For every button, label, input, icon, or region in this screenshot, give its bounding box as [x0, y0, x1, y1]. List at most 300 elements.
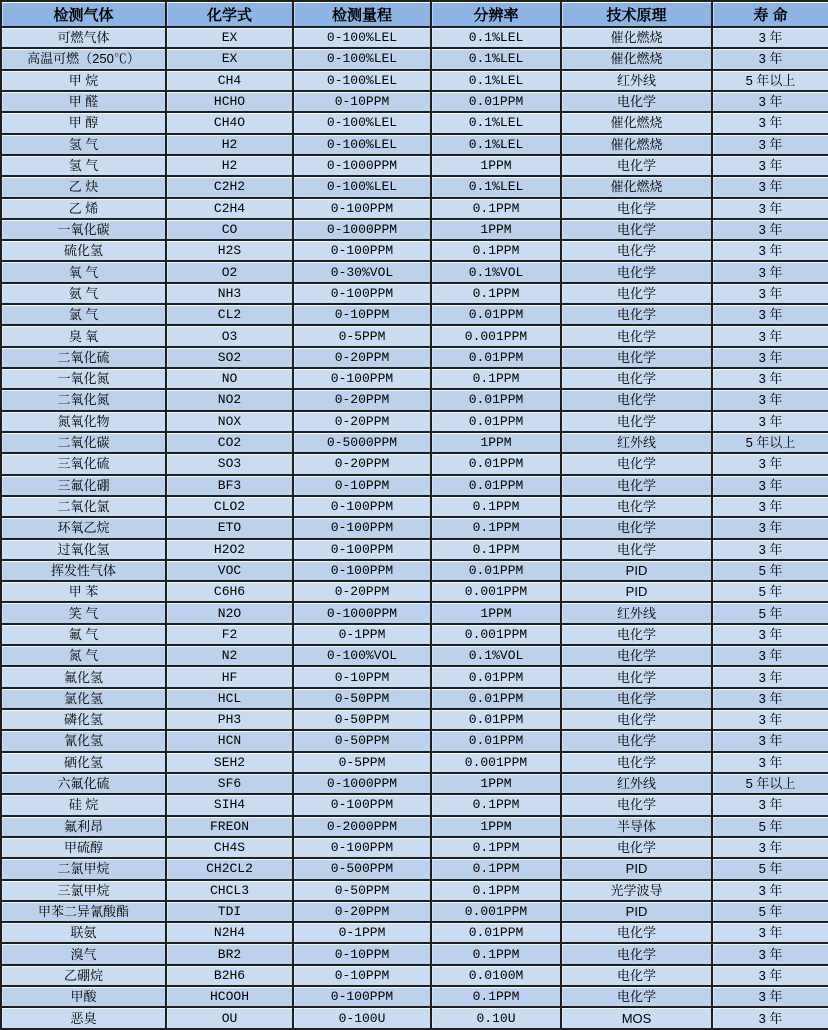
cell-range: 0-50PPM: [293, 880, 431, 901]
cell-resolution: 0.01PPM: [431, 389, 561, 410]
cell-range: 0-20PPM: [293, 453, 431, 474]
cell-gas-name: 氟化氢: [1, 666, 166, 687]
cell-gas-name: 六氟化硫: [1, 773, 166, 794]
cell-formula: CH2CL2: [166, 858, 293, 879]
cell-range: 0-10PPM: [293, 965, 431, 986]
cell-lifespan: 3 年: [712, 240, 828, 261]
cell-resolution: 0.001PPM: [431, 901, 561, 922]
cell-principle: PID: [561, 901, 712, 922]
table-row: [1, 837, 828, 858]
cell-gas-name: 三氟化硼: [1, 475, 166, 496]
cell-principle: MOS: [561, 1007, 712, 1029]
cell-resolution: 0.1PPM: [431, 283, 561, 304]
cell-gas-name: 挥发性气体: [1, 560, 166, 581]
cell-principle: 催化燃烧: [561, 176, 712, 197]
cell-gas-name: 氢 气: [1, 134, 166, 155]
cell-gas-name: 高温可燃（250℃）: [1, 48, 166, 69]
cell-formula: HCN: [166, 730, 293, 751]
cell-resolution: 0.1%LEL: [431, 48, 561, 69]
cell-range: 0-20PPM: [293, 581, 431, 602]
cell-formula: HF: [166, 666, 293, 687]
table-row: [1, 155, 828, 176]
cell-principle: 电化学: [561, 155, 712, 176]
cell-lifespan: 3 年: [712, 155, 828, 176]
cell-lifespan: 3 年: [712, 134, 828, 155]
cell-formula: B2H6: [166, 965, 293, 986]
cell-range: 0-50PPM: [293, 730, 431, 751]
cell-lifespan: 3 年: [712, 112, 828, 133]
cell-lifespan: 3 年: [712, 176, 828, 197]
cell-principle: 半导体: [561, 816, 712, 837]
cell-principle: 电化学: [561, 411, 712, 432]
cell-lifespan: 3 年: [712, 368, 828, 389]
cell-formula: BR2: [166, 943, 293, 964]
table-body: [1, 27, 828, 1029]
cell-formula: H2S: [166, 240, 293, 261]
cell-principle: 电化学: [561, 283, 712, 304]
cell-range: 0-1000PPM: [293, 155, 431, 176]
header-row: [1, 1, 828, 27]
cell-resolution: 0.1%LEL: [431, 112, 561, 133]
cell-lifespan: 3 年: [712, 794, 828, 815]
cell-range: 0-100%LEL: [293, 176, 431, 197]
cell-lifespan: 3 年: [712, 837, 828, 858]
cell-formula: NH3: [166, 283, 293, 304]
table-row: [1, 48, 828, 69]
cell-principle: 红外线: [561, 773, 712, 794]
cell-principle: 电化学: [561, 624, 712, 645]
cell-formula: H2: [166, 134, 293, 155]
cell-gas-name: 三氯甲烷: [1, 880, 166, 901]
cell-principle: 电化学: [561, 325, 712, 346]
cell-formula: SIH4: [166, 794, 293, 815]
cell-resolution: 0.1PPM: [431, 240, 561, 261]
cell-range: 0-5PPM: [293, 752, 431, 773]
cell-lifespan: 3 年: [712, 283, 828, 304]
cell-formula: ETO: [166, 517, 293, 538]
cell-principle: 电化学: [561, 794, 712, 815]
cell-resolution: 1PPM: [431, 602, 561, 623]
cell-lifespan: 5 年: [712, 602, 828, 623]
cell-principle: 电化学: [561, 453, 712, 474]
cell-lifespan: 3 年: [712, 91, 828, 112]
cell-lifespan: 3 年: [712, 198, 828, 219]
cell-formula: TDI: [166, 901, 293, 922]
cell-formula: C2H2: [166, 176, 293, 197]
table-row: [1, 91, 828, 112]
cell-principle: 电化学: [561, 752, 712, 773]
cell-principle: 催化燃烧: [561, 48, 712, 69]
cell-lifespan: 3 年: [712, 709, 828, 730]
cell-range: 0-100U: [293, 1007, 431, 1029]
cell-lifespan: 3 年: [712, 304, 828, 325]
cell-lifespan: 5 年: [712, 816, 828, 837]
cell-range: 0-5PPM: [293, 325, 431, 346]
cell-lifespan: 3 年: [712, 261, 828, 282]
cell-gas-name: 硫化氢: [1, 240, 166, 261]
table-row: [1, 432, 828, 453]
cell-principle: PID: [561, 560, 712, 581]
cell-resolution: 0.1PPM: [431, 880, 561, 901]
cell-gas-name: 硅 烷: [1, 794, 166, 815]
cell-formula: NO2: [166, 389, 293, 410]
cell-gas-name: 二氧化碳: [1, 432, 166, 453]
cell-range: 0-100PPM: [293, 240, 431, 261]
cell-resolution: 0.1PPM: [431, 517, 561, 538]
table-row: [1, 261, 828, 282]
cell-lifespan: 5 年以上: [712, 773, 828, 794]
table-row: [1, 560, 828, 581]
cell-range: 0-100PPM: [293, 539, 431, 560]
cell-principle: 电化学: [561, 304, 712, 325]
table-row: [1, 730, 828, 751]
cell-lifespan: 3 年: [712, 645, 828, 666]
table-row: [1, 134, 828, 155]
cell-principle: 催化燃烧: [561, 112, 712, 133]
cell-range: 0-20PPM: [293, 901, 431, 922]
cell-gas-name: 甲硫醇: [1, 837, 166, 858]
cell-principle: 电化学: [561, 730, 712, 751]
cell-principle: 红外线: [561, 70, 712, 91]
cell-principle: 电化学: [561, 368, 712, 389]
cell-resolution: 0.1PPM: [431, 858, 561, 879]
cell-gas-name: 乙 烯: [1, 198, 166, 219]
cell-range: 0-2000PPM: [293, 816, 431, 837]
table-row: [1, 581, 828, 602]
cell-principle: 电化学: [561, 645, 712, 666]
cell-range: 0-30%VOL: [293, 261, 431, 282]
cell-principle: 催化燃烧: [561, 134, 712, 155]
cell-gas-name: 一氧化碳: [1, 219, 166, 240]
cell-resolution: 0.01PPM: [431, 411, 561, 432]
cell-formula: SEH2: [166, 752, 293, 773]
table-row: [1, 539, 828, 560]
cell-range: 0-20PPM: [293, 411, 431, 432]
cell-principle: 电化学: [561, 240, 712, 261]
cell-range: 0-1PPM: [293, 624, 431, 645]
cell-formula: HCHO: [166, 91, 293, 112]
table-header: [1, 1, 828, 27]
cell-lifespan: 3 年: [712, 965, 828, 986]
cell-range: 0-50PPM: [293, 709, 431, 730]
cell-formula: PH3: [166, 709, 293, 730]
cell-range: 0-1000PPM: [293, 219, 431, 240]
cell-lifespan: 3 年: [712, 475, 828, 496]
cell-resolution: 0.1PPM: [431, 986, 561, 1007]
table-row: [1, 602, 828, 623]
table-row: [1, 688, 828, 709]
table-row: [1, 773, 828, 794]
cell-principle: 电化学: [561, 688, 712, 709]
table-row: [1, 794, 828, 815]
header-cell-formula: 化学式: [166, 1, 293, 27]
cell-lifespan: 5 年: [712, 560, 828, 581]
table-row: [1, 176, 828, 197]
cell-resolution: 0.1PPM: [431, 943, 561, 964]
cell-formula: N2O: [166, 602, 293, 623]
cell-range: 0-5000PPM: [293, 432, 431, 453]
cell-range: 0-100PPM: [293, 986, 431, 1007]
cell-resolution: 0.01PPM: [431, 347, 561, 368]
cell-resolution: 0.01PPM: [431, 475, 561, 496]
cell-gas-name: 恶臭: [1, 1007, 166, 1029]
cell-resolution: 0.001PPM: [431, 752, 561, 773]
cell-principle: 电化学: [561, 219, 712, 240]
cell-principle: 电化学: [561, 389, 712, 410]
cell-gas-name: 氰化氢: [1, 730, 166, 751]
cell-principle: 电化学: [561, 965, 712, 986]
cell-resolution: 0.001PPM: [431, 624, 561, 645]
cell-lifespan: 5 年: [712, 858, 828, 879]
table-row: [1, 219, 828, 240]
table-row: [1, 411, 828, 432]
cell-range: 0-100%LEL: [293, 134, 431, 155]
cell-resolution: 0.1PPM: [431, 539, 561, 560]
cell-lifespan: 3 年: [712, 752, 828, 773]
cell-resolution: 0.01PPM: [431, 453, 561, 474]
cell-range: 0-10PPM: [293, 943, 431, 964]
table-row: [1, 986, 828, 1007]
cell-range: 0-10PPM: [293, 304, 431, 325]
cell-gas-name: 臭 氧: [1, 325, 166, 346]
cell-formula: CHCL3: [166, 880, 293, 901]
cell-lifespan: 3 年: [712, 666, 828, 687]
table-row: [1, 858, 828, 879]
cell-principle: 电化学: [561, 198, 712, 219]
table-row: [1, 304, 828, 325]
cell-gas-name: 氯 气: [1, 304, 166, 325]
cell-resolution: 0.001PPM: [431, 581, 561, 602]
cell-gas-name: 溴气: [1, 943, 166, 964]
cell-range: 0-100%LEL: [293, 48, 431, 69]
cell-resolution: 0.1%VOL: [431, 645, 561, 666]
cell-lifespan: 3 年: [712, 880, 828, 901]
cell-resolution: 0.1%LEL: [431, 134, 561, 155]
cell-formula: SO2: [166, 347, 293, 368]
table-row: [1, 1007, 828, 1029]
cell-lifespan: 3 年: [712, 1007, 828, 1029]
cell-resolution: 0.01PPM: [431, 709, 561, 730]
cell-formula: NO: [166, 368, 293, 389]
cell-lifespan: 3 年: [712, 943, 828, 964]
cell-gas-name: 氮氧化物: [1, 411, 166, 432]
cell-range: 0-100PPM: [293, 368, 431, 389]
cell-resolution: 0.1%LEL: [431, 176, 561, 197]
cell-formula: EX: [166, 48, 293, 69]
cell-gas-name: 联氨: [1, 922, 166, 943]
cell-lifespan: 5 年: [712, 581, 828, 602]
cell-gas-name: 甲 烷: [1, 70, 166, 91]
cell-principle: 电化学: [561, 986, 712, 1007]
table-row: [1, 240, 828, 261]
cell-resolution: 0.01PPM: [431, 304, 561, 325]
cell-resolution: 0.1PPM: [431, 198, 561, 219]
cell-formula: OU: [166, 1007, 293, 1029]
header-cell-range: 检测量程: [293, 1, 431, 27]
cell-formula: O3: [166, 325, 293, 346]
cell-principle: PID: [561, 581, 712, 602]
cell-gas-name: 笑 气: [1, 602, 166, 623]
cell-lifespan: 3 年: [712, 48, 828, 69]
table-row: [1, 645, 828, 666]
cell-gas-name: 氟利昂: [1, 816, 166, 837]
cell-gas-name: 氢 气: [1, 155, 166, 176]
table-row: [1, 27, 828, 48]
cell-formula: O2: [166, 261, 293, 282]
cell-lifespan: 3 年: [712, 922, 828, 943]
cell-gas-name: 二氧化氯: [1, 496, 166, 517]
cell-gas-name: 甲苯二异氰酸酯: [1, 901, 166, 922]
cell-formula: CLO2: [166, 496, 293, 517]
cell-resolution: 0.01PPM: [431, 730, 561, 751]
cell-principle: 电化学: [561, 517, 712, 538]
cell-gas-name: 环氧乙烷: [1, 517, 166, 538]
cell-formula: SO3: [166, 453, 293, 474]
cell-lifespan: 3 年: [712, 27, 828, 48]
cell-principle: 电化学: [561, 91, 712, 112]
cell-resolution: 0.01PPM: [431, 560, 561, 581]
cell-resolution: 0.1PPM: [431, 794, 561, 815]
cell-principle: 电化学: [561, 922, 712, 943]
cell-formula: C6H6: [166, 581, 293, 602]
cell-range: 0-500PPM: [293, 858, 431, 879]
cell-resolution: 0.01PPM: [431, 922, 561, 943]
cell-lifespan: 3 年: [712, 624, 828, 645]
cell-gas-name: 二氯甲烷: [1, 858, 166, 879]
table-row: [1, 368, 828, 389]
cell-gas-name: 甲酸: [1, 986, 166, 1007]
cell-range: 0-10PPM: [293, 475, 431, 496]
cell-lifespan: 3 年: [712, 688, 828, 709]
cell-gas-name: 一氧化氮: [1, 368, 166, 389]
table-row: [1, 624, 828, 645]
cell-principle: 电化学: [561, 347, 712, 368]
cell-formula: HCL: [166, 688, 293, 709]
cell-lifespan: 3 年: [712, 411, 828, 432]
cell-range: 0-1000PPM: [293, 773, 431, 794]
cell-gas-name: 乙 炔: [1, 176, 166, 197]
cell-lifespan: 3 年: [712, 517, 828, 538]
cell-formula: FREON: [166, 816, 293, 837]
table-row: [1, 70, 828, 91]
header-cell-principle: 技术原理: [561, 1, 712, 27]
cell-principle: 红外线: [561, 602, 712, 623]
table-row: [1, 325, 828, 346]
table-row: [1, 666, 828, 687]
table-row: [1, 198, 828, 219]
cell-resolution: 0.1PPM: [431, 837, 561, 858]
cell-range: 0-100%VOL: [293, 645, 431, 666]
cell-range: 0-10PPM: [293, 666, 431, 687]
table-row: [1, 965, 828, 986]
cell-resolution: 0.1PPM: [431, 496, 561, 517]
cell-range: 0-100%LEL: [293, 70, 431, 91]
cell-formula: N2H4: [166, 922, 293, 943]
table-row: [1, 517, 828, 538]
cell-resolution: 0.0100M: [431, 965, 561, 986]
cell-lifespan: 3 年: [712, 496, 828, 517]
cell-principle: 光学波导: [561, 880, 712, 901]
cell-gas-name: 二氧化硫: [1, 347, 166, 368]
cell-gas-name: 氨 气: [1, 283, 166, 304]
cell-gas-name: 三氧化硫: [1, 453, 166, 474]
cell-resolution: 0.1%LEL: [431, 27, 561, 48]
cell-gas-name: 乙硼烷: [1, 965, 166, 986]
cell-principle: 电化学: [561, 539, 712, 560]
table-row: [1, 880, 828, 901]
cell-lifespan: 3 年: [712, 986, 828, 1007]
cell-lifespan: 5 年: [712, 901, 828, 922]
cell-resolution: 0.1PPM: [431, 368, 561, 389]
cell-lifespan: 3 年: [712, 730, 828, 751]
cell-resolution: 1PPM: [431, 155, 561, 176]
cell-range: 0-100PPM: [293, 517, 431, 538]
cell-formula: CO2: [166, 432, 293, 453]
cell-range: 0-100PPM: [293, 837, 431, 858]
cell-range: 0-100PPM: [293, 496, 431, 517]
cell-principle: 电化学: [561, 837, 712, 858]
cell-range: 0-20PPM: [293, 347, 431, 368]
table-row: [1, 112, 828, 133]
table-row: [1, 453, 828, 474]
cell-principle: 电化学: [561, 496, 712, 517]
table-row: [1, 816, 828, 837]
cell-resolution: 0.01PPM: [431, 91, 561, 112]
cell-formula: H2: [166, 155, 293, 176]
cell-range: 0-1PPM: [293, 922, 431, 943]
cell-principle: 电化学: [561, 943, 712, 964]
cell-lifespan: 3 年: [712, 347, 828, 368]
cell-resolution: 1PPM: [431, 773, 561, 794]
cell-principle: 电化学: [561, 261, 712, 282]
cell-formula: CH4: [166, 70, 293, 91]
cell-principle: 催化燃烧: [561, 27, 712, 48]
cell-range: 0-100PPM: [293, 283, 431, 304]
cell-gas-name: 过氧化氢: [1, 539, 166, 560]
cell-resolution: 0.001PPM: [431, 325, 561, 346]
cell-gas-name: 硒化氢: [1, 752, 166, 773]
cell-lifespan: 3 年: [712, 219, 828, 240]
cell-formula: C2H4: [166, 198, 293, 219]
cell-gas-name: 氧 气: [1, 261, 166, 282]
header-cell-lifespan: 寿 命: [712, 1, 828, 27]
cell-resolution: 0.1%LEL: [431, 70, 561, 91]
cell-resolution: 1PPM: [431, 219, 561, 240]
cell-formula: HCOOH: [166, 986, 293, 1007]
cell-range: 0-100PPM: [293, 198, 431, 219]
table-row: [1, 901, 828, 922]
cell-range: 0-100%LEL: [293, 112, 431, 133]
cell-lifespan: 3 年: [712, 539, 828, 560]
cell-range: 0-100PPM: [293, 794, 431, 815]
cell-gas-name: 氮 气: [1, 645, 166, 666]
cell-range: 0-10PPM: [293, 91, 431, 112]
cell-gas-name: 二氧化氮: [1, 389, 166, 410]
cell-range: 0-100%LEL: [293, 27, 431, 48]
cell-formula: NOX: [166, 411, 293, 432]
cell-formula: VOC: [166, 560, 293, 581]
table-row: [1, 347, 828, 368]
cell-formula: SF6: [166, 773, 293, 794]
table-row: [1, 283, 828, 304]
cell-resolution: 0.01PPM: [431, 666, 561, 687]
header-cell-gas: 检测气体: [1, 1, 166, 27]
cell-formula: EX: [166, 27, 293, 48]
cell-gas-name: 甲 醛: [1, 91, 166, 112]
cell-lifespan: 3 年: [712, 453, 828, 474]
cell-resolution: 0.1%VOL: [431, 261, 561, 282]
cell-range: 0-1000PPM: [293, 602, 431, 623]
